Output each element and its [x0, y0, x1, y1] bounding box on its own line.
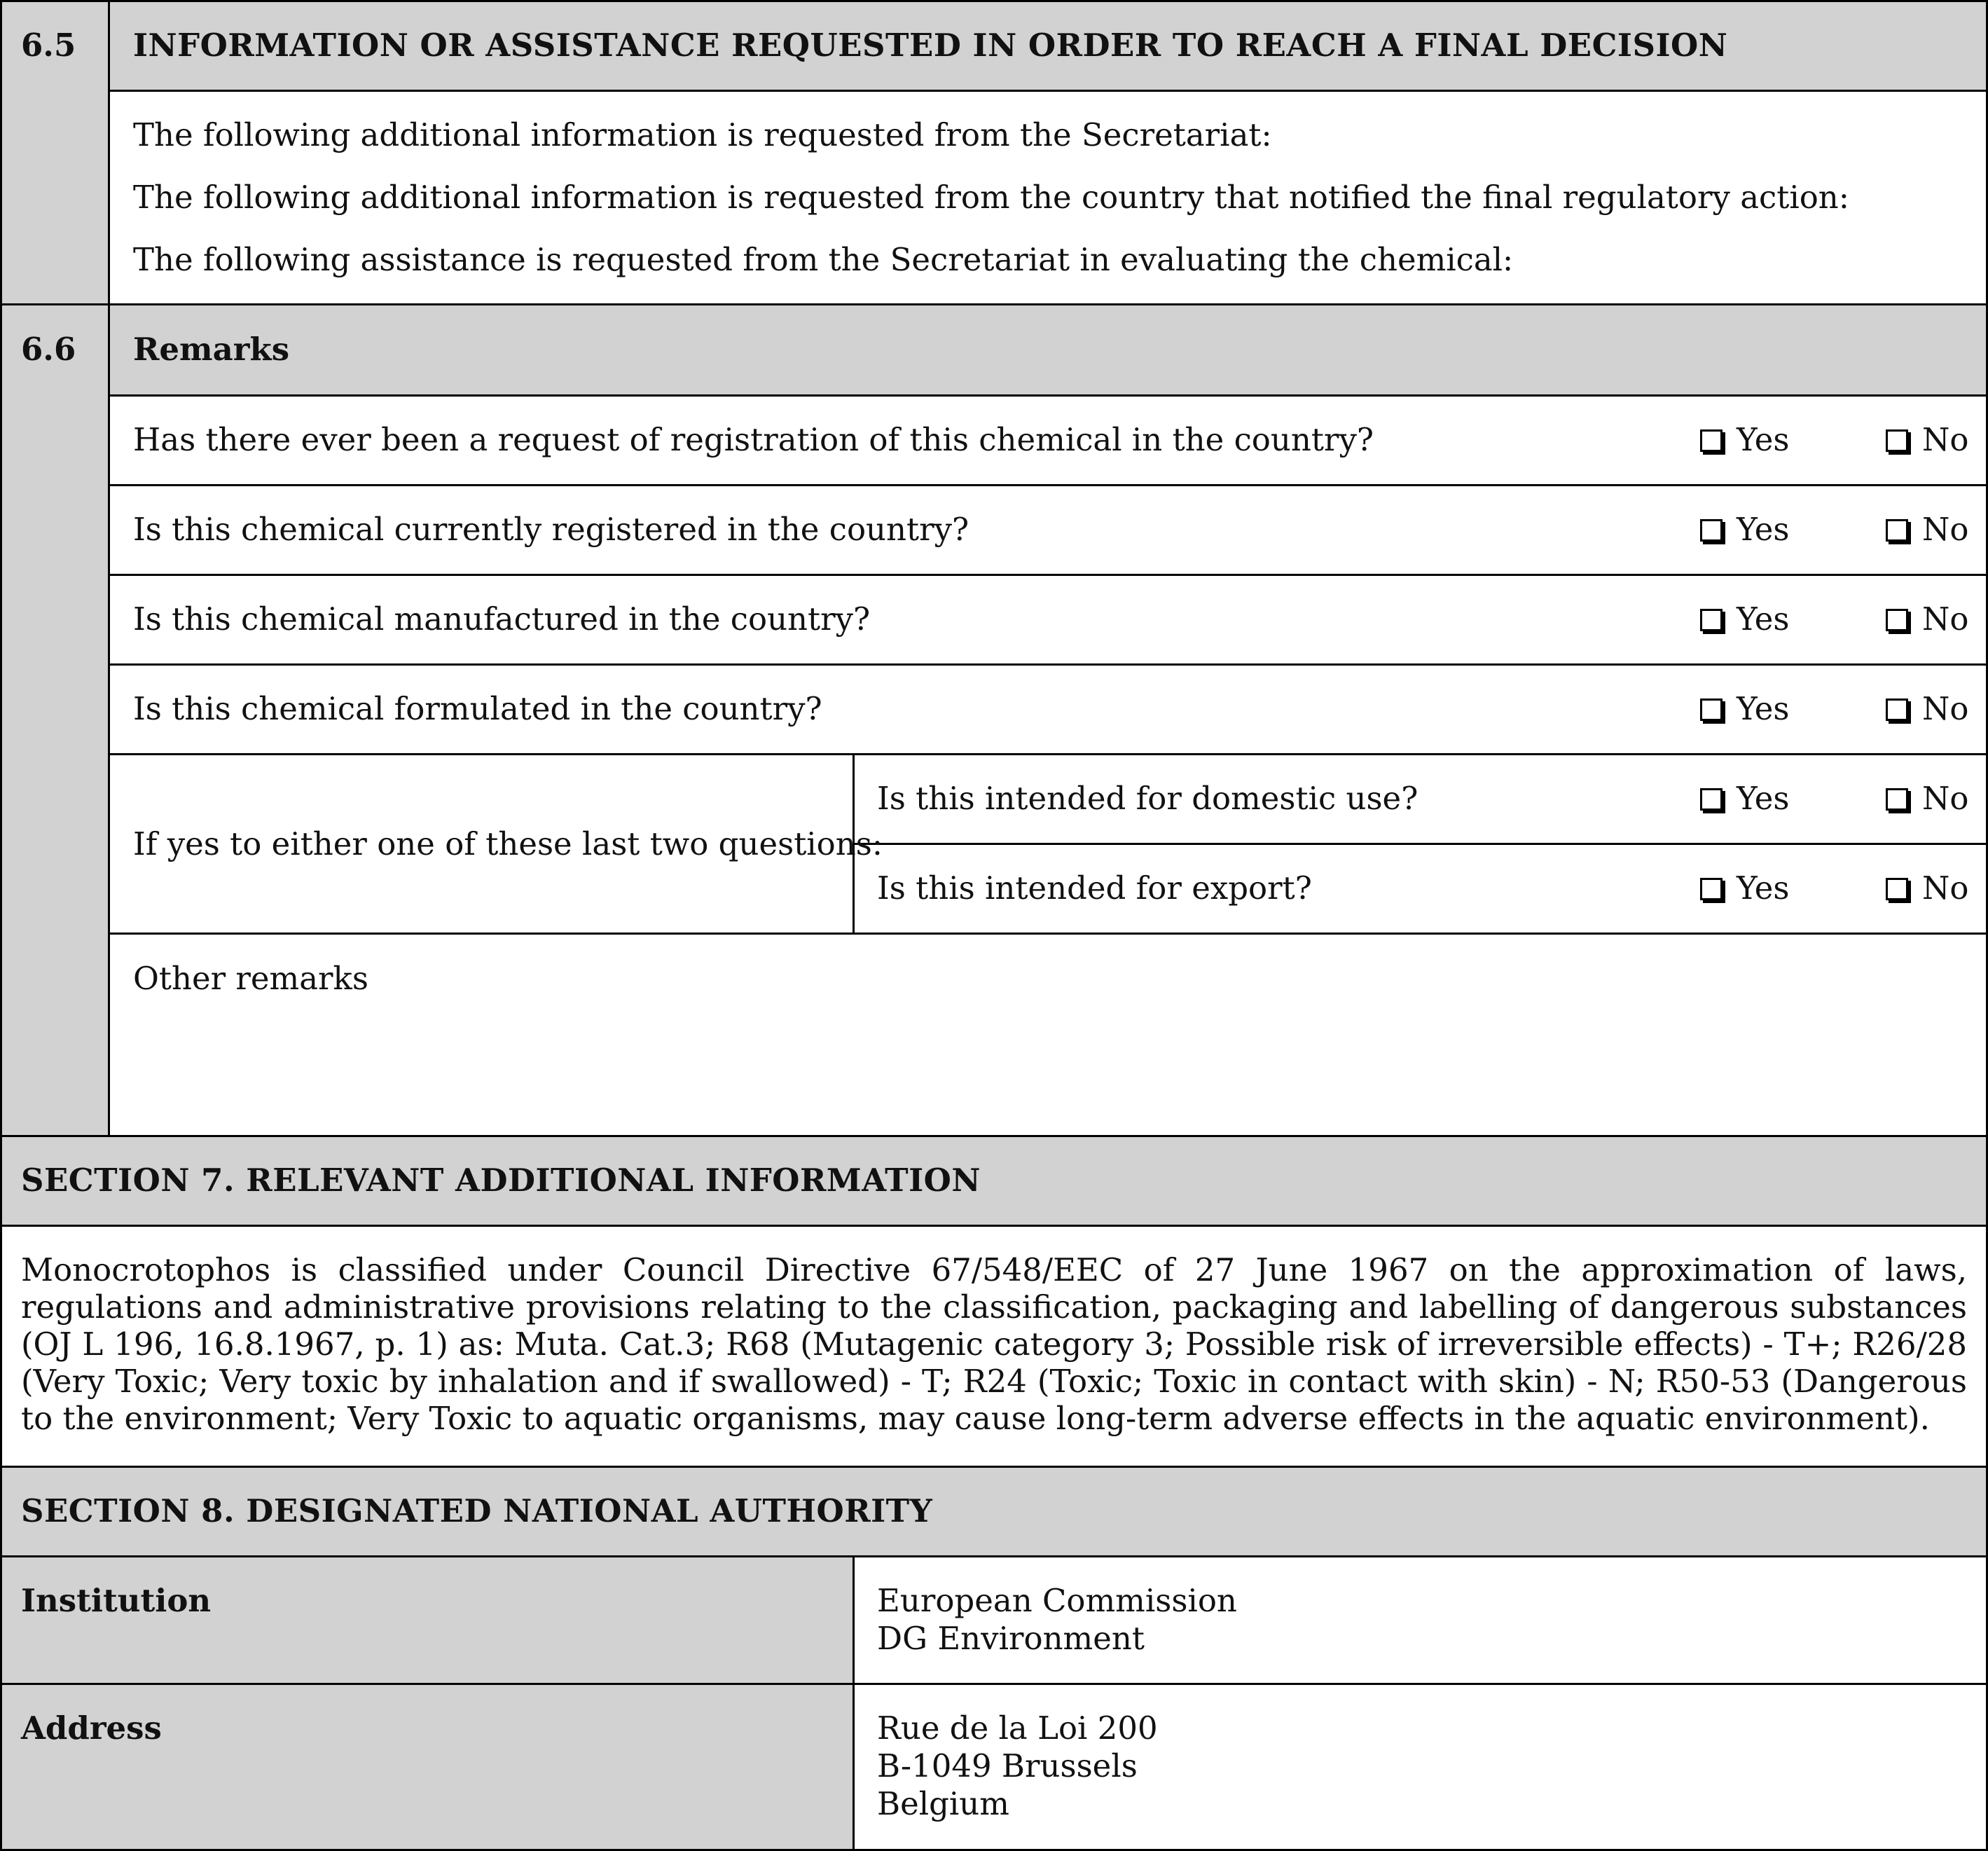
yes-checkbox[interactable]: Yes	[1700, 780, 1790, 818]
no-checkbox[interactable]: No	[1886, 780, 1968, 818]
no-checkbox[interactable]: No	[1886, 600, 1968, 638]
info-line-secretariat: The following additional information is requested from the Secretariat:	[133, 116, 1272, 153]
yes-checkbox[interactable]: Yes	[1700, 511, 1790, 549]
checkbox-icon	[1700, 699, 1723, 721]
checkbox-icon	[1886, 878, 1908, 900]
section-number-6-5: 6.5	[21, 27, 76, 64]
sub-question-export: Is this intended for export?	[877, 869, 1312, 907]
address-label: Address	[21, 1709, 162, 1747]
checkbox-icon	[1886, 519, 1908, 542]
institution-value: European Commission DG Environment	[877, 1582, 1237, 1657]
checkbox-icon	[1700, 788, 1723, 811]
info-line-country: The following additional information is requested from the country that notified the final regulatory action:	[133, 179, 1849, 216]
header-6-6-bg	[109, 305, 1988, 396]
yes-checkbox[interactable]: Yes	[1700, 869, 1790, 907]
number-column	[0, 0, 109, 1136]
question-formulated: Is this chemical formulated in the country?	[133, 690, 822, 727]
yes-checkbox[interactable]: Yes	[1700, 600, 1790, 638]
conditional-label: If yes to either one of these last two questions:	[133, 825, 883, 862]
no-checkbox[interactable]: No	[1886, 869, 1968, 907]
no-checkbox[interactable]: No	[1886, 690, 1968, 728]
no-checkbox[interactable]: No	[1886, 421, 1968, 459]
question-currently-registered: Is this chemical currently registered in the country?	[133, 511, 969, 548]
checkbox-icon	[1700, 429, 1723, 452]
question-registration-request: Has there ever been a request of registration of this chemical in the country?	[133, 421, 1374, 458]
no-checkbox[interactable]: No	[1886, 511, 1968, 549]
section-number-6-6: 6.6	[21, 331, 76, 368]
institution-label: Institution	[21, 1582, 212, 1619]
section-8-title: SECTION 8. DESIGNATED NATIONAL AUTHORITY	[21, 1492, 933, 1529]
checkbox-icon	[1886, 699, 1908, 721]
address-value: Rue de la Loi 200 B-1049 Brussels Belgium	[877, 1709, 1158, 1822]
section-7-title: SECTION 7. RELEVANT ADDITIONAL INFORMATION	[21, 1162, 981, 1199]
checkbox-icon	[1886, 429, 1908, 452]
question-manufactured: Is this chemical manufactured in the country?	[133, 600, 871, 638]
sub-question-domestic: Is this intended for domestic use?	[877, 780, 1418, 817]
yes-checkbox[interactable]: Yes	[1700, 421, 1790, 459]
checkbox-icon	[1700, 609, 1723, 631]
info-line-assistance: The following assistance is requested from the Secretariat in evaluating the chemical:	[133, 241, 1514, 278]
checkbox-icon	[1700, 519, 1723, 542]
section-title-6-5: INFORMATION OR ASSISTANCE REQUESTED IN ORDER TO REACH A FINAL DECISION	[133, 27, 1728, 64]
checkbox-icon	[1886, 609, 1908, 631]
checkbox-icon	[1886, 788, 1908, 811]
section-title-6-6: Remarks	[133, 331, 290, 368]
other-remarks-label: Other remarks	[133, 960, 368, 997]
yes-checkbox[interactable]: Yes	[1700, 690, 1790, 728]
checkbox-icon	[1700, 878, 1723, 900]
section-7-body: Monocrotophos is classified under Council Directive 67/548/EEC of 27 June 1967 on the approximation of laws, regulations and administrative provisions relating to the classification, packaging and labelling of dangerous substances (OJ L 196, 16.8.1967, p. 1) as: Muta. Cat.3; R68 (Mutagenic category 3; Possible risk of irreversible effects) - T+; R26/28 (Very Toxic; Very toxic by inhalation and if swallowed) - T; R24 (Toxic; Toxic in contact with skin) - N; R50-53 (Dangerous to the environment; Very Toxic to aquatic organisms, may cause long-term adverse effects in the aquatic environment).	[21, 1251, 1967, 1437]
